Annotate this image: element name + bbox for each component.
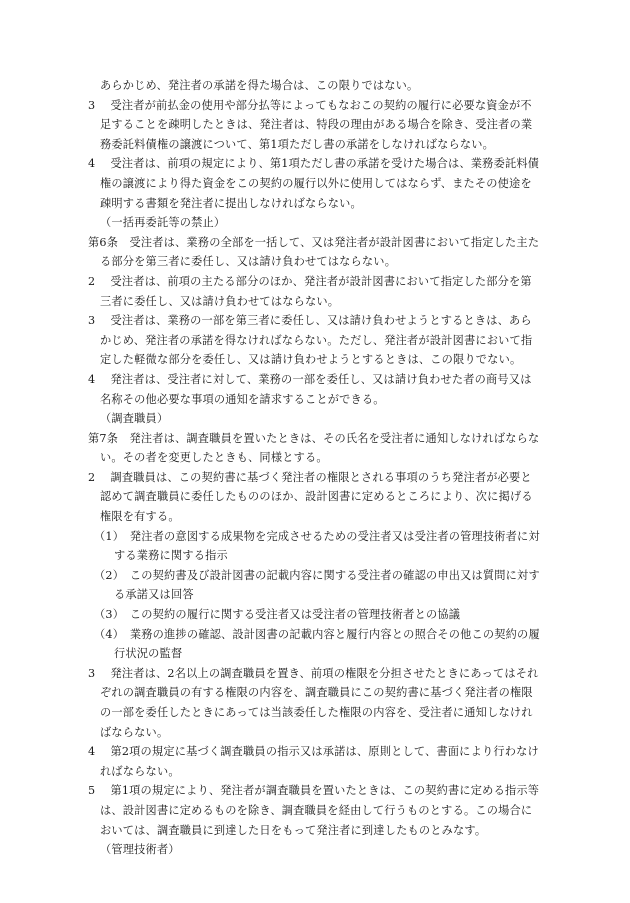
clause-item — [88, 311, 548, 370]
text-line: おいては、調査職員に到達した日をもって発注者に到達したものとみなす。 — [100, 823, 487, 837]
sub-item — [94, 625, 548, 664]
clause-item — [88, 272, 548, 311]
text-line: 3 受注者は、業務の一部を第三者に委任し、又は請け負わせようとするときは、あら — [88, 314, 532, 328]
text-line: る部分を第三者に委任し、又は請け負わせてはならない。 — [100, 255, 397, 269]
section-heading — [100, 213, 548, 233]
text-line: 定した軽微な部分を委任し、又は請け負わせようとするときは、この限りでない。 — [100, 353, 522, 367]
text-line: 4 発注者は、受注者に対して、業務の一部を委任し、又は請け負わせた者の商号又は — [88, 372, 532, 386]
text-line: ばならない。 — [100, 725, 169, 739]
heading-text: （管理技術者） — [100, 843, 180, 857]
document-body — [88, 76, 548, 860]
text-line: 3 受注者が前払金の使用や部分払等によってもなおこの契約の履行に必要な資金が不 — [88, 98, 532, 112]
text-line: の一部を委任したときにあっては当該委任した権限の内容を、受注者に通知しなけれ — [100, 706, 533, 719]
text-line: 2 受注者は、前項の主たる部分のほか、発注者が設計図書において指定した部分を第 — [88, 274, 532, 288]
text-line: 5 第1項の規定により、発注者が調査職員を置いたときは、この契約書に定める指示等 — [88, 784, 540, 798]
text-line: （4） 業務の進捗の確認、設計図書の記載内容と履行内容との照合その他この契約の履 — [94, 627, 540, 641]
heading-text: （調査職員） — [100, 412, 169, 426]
text-line: （3） この契約の履行に関する受注者又は受注者の管理技術者との協議 — [94, 608, 461, 622]
text-line: 3 発注者は、2名以上の調査職員を置き、前項の権限を分担させたときにあってはそれ — [88, 666, 539, 680]
text-line: 務委託料債権の譲渡について、第1項ただし書の承諾をしなければならない。 — [100, 137, 495, 151]
text-line: 名称その他必要な事項の通知を請求することができる。 — [100, 392, 385, 406]
sub-item — [94, 566, 548, 605]
section-heading — [100, 840, 548, 860]
text-line: 権の譲渡により得た資金をこの契約の履行以外に使用してはならず、またその使途を — [100, 176, 532, 190]
clause-item — [88, 154, 548, 213]
text-line: 第7条 発注者は、調査職員を置いたときは、その氏名を受注者に通知しなければならな — [88, 431, 540, 445]
article-6 — [88, 233, 548, 272]
clause-item — [88, 664, 548, 742]
text-line: ぞれの調査職員の有する権限の内容を、調査職員にこの契約書に基づく発注者の権限 — [100, 686, 533, 700]
text-line: ればならない。 — [100, 764, 180, 778]
text-line: 三者に委任し、又は請け負わせてはならない。 — [100, 294, 340, 308]
sub-item — [94, 605, 548, 625]
text-line: 疎明する書類を発注者に提出しなければならない。 — [100, 196, 362, 210]
text-line: は、設計図書に定めるものを除き、調査職員を経由して行うものとする。この場合に — [100, 803, 533, 817]
heading-text: （一括再委託等の禁止） — [100, 216, 226, 230]
article-7 — [88, 429, 548, 468]
text-line: 4 第2項の規定に基づく調査職員の指示又は承諾は、原則として、書面により行わなけ — [88, 745, 539, 759]
text-line: あらかじめ、発注者の承諾を得た場合は、この限りではない。 — [100, 79, 419, 92]
text-line: 行状況の監督 — [114, 647, 183, 661]
text-line: かじめ、発注者の承諾を得なければならない。ただし、発注者が設計図書において指 — [100, 333, 533, 347]
clause-item — [88, 742, 548, 781]
clause-item — [88, 468, 548, 527]
text-line: （1） 発注者の意図する成果物を完成させるための受注者又は受注者の管理技術者に対 — [94, 529, 540, 543]
text-line: 第6条 受注者は、業務の全部を一括して、又は発注者が設計図書において指定した主た — [88, 235, 540, 249]
text-line: る承諾又は回答 — [114, 588, 194, 602]
text-line: 4 受注者は、前項の規定により、第1項ただし書の承諾を受けた場合は、業務委託料債 — [88, 157, 540, 171]
text-line: （2） この契約書及び設計図書の記載内容に関する受注者の確認の申出又は質問に対す — [94, 568, 540, 582]
text-line: 足することを疎明したときは、発注者は、特段の理由がある場合を除き、受注者の業 — [100, 118, 533, 132]
sub-item — [94, 527, 548, 566]
section-heading — [100, 409, 548, 429]
continuation-paragraph — [100, 76, 548, 96]
text-line: 認めて調査職員に委任したもののほか、設計図書に定めるところにより、次に掲げる — [100, 490, 533, 504]
clause-item — [88, 781, 548, 840]
clause-item — [88, 370, 548, 409]
text-line: い。その者を変更したときも、同様とする。 — [100, 451, 328, 465]
text-line: 権限を有する。 — [100, 510, 180, 524]
text-line: 2 調査職員は、この契約書に基づく発注者の権限とされる事項のうち発注者が必要と — [88, 470, 532, 484]
text-line: する業務に関する指示 — [114, 549, 228, 563]
clause-item — [88, 96, 548, 155]
